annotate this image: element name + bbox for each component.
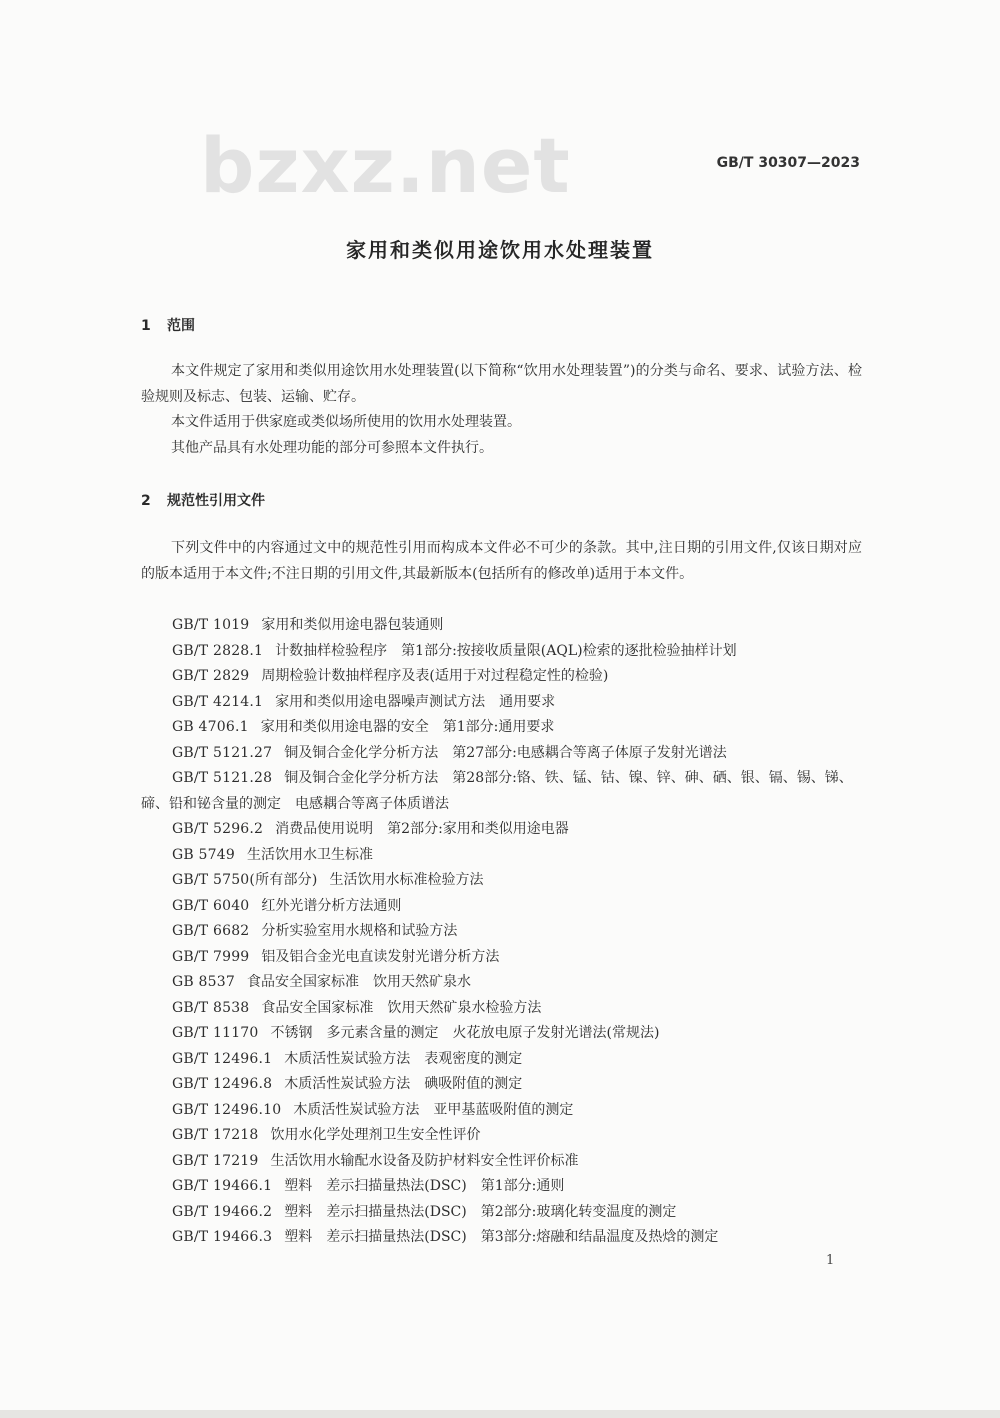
section-heading-scope <box>141 315 195 335</box>
page-number: 1 <box>826 1253 835 1268</box>
reference-code: GB/T 2828.1 <box>172 642 264 659</box>
reference-code: GB/T 5121.27 <box>172 744 273 761</box>
reference-item <box>141 996 862 1022</box>
reference-title: 家用和类似用途电器的安全 第1部分:通用要求 <box>260 719 555 735</box>
reference-item <box>141 1200 862 1226</box>
reference-code: GB/T 12496.8 <box>172 1076 273 1092</box>
section-number: 2 <box>141 493 151 509</box>
reference-title: 木质活性炭试验方法 亚甲基蓝吸附值的测定 <box>293 1101 574 1118</box>
reference-title: 生活饮用水输配水设备及防护材料安全性评价标准 <box>270 1152 579 1169</box>
reference-item <box>141 868 862 894</box>
reference-title: 分析实验室用水规格和试验方法 <box>261 923 458 939</box>
reference-code: GB/T 5750(所有部分) <box>172 872 318 888</box>
reference-item <box>141 1149 862 1175</box>
reference-item <box>141 639 862 665</box>
reference-code: GB/T 12496.10 <box>172 1101 282 1118</box>
reference-code: GB/T 5121.28 <box>172 770 273 786</box>
reference-title: 饮用水化学处理剂卫生安全性评价 <box>270 1127 481 1143</box>
reference-item <box>141 715 862 741</box>
reference-title: 铜及铜合金化学分析方法 第28部分:铬、铁、锰、钴、镍、锌、砷、硒、银、镉、锡、锑、碲、铅和铋含量的测定 电感耦合等离子体质谱法 <box>141 770 853 812</box>
reference-title: 周期检验计数抽样程序及表(适用于对过程稳定性的检验) <box>261 668 609 684</box>
reference-title: 塑料 差示扫描量热法(DSC) 第3部分:熔融和结晶温度及热焓的测定 <box>284 1229 719 1245</box>
reference-item <box>141 970 862 996</box>
section-heading-normative-references <box>141 490 265 510</box>
reference-code: GB 4706.1 <box>172 719 249 735</box>
reference-title: 食品安全国家标准 饮用天然矿泉水 <box>246 974 471 990</box>
reference-title: 消费品使用说明 第2部分:家用和类似用途电器 <box>275 821 569 837</box>
reference-code: GB 5749 <box>172 846 235 863</box>
reference-item <box>141 843 862 869</box>
reference-item <box>141 817 862 843</box>
reference-list <box>141 613 862 1251</box>
reference-item <box>141 894 862 920</box>
watermark: bzxz.net <box>200 121 571 210</box>
reference-code: GB/T 8538 <box>172 999 250 1016</box>
reference-code: GB/T 5296.2 <box>172 821 264 837</box>
reference-item <box>141 766 862 817</box>
reference-code: GB/T 19466.3 <box>172 1229 273 1245</box>
paragraph: 本文件适用于供家庭或类似场所使用的饮用水处理装置。 <box>171 414 521 430</box>
reference-item <box>141 664 862 690</box>
reference-code: GB/T 4214.1 <box>172 693 264 710</box>
reference-code: GB 8537 <box>172 974 235 990</box>
reference-item <box>141 1174 862 1200</box>
section-title: 规范性引用文件 <box>167 493 265 509</box>
paragraph: 本文件规定了家用和类似用途饮用水处理装置(以下简称“饮用水处理装置”)的分类与命名、要求、试验方法、检验规则及标志、包装、运输、贮存。 <box>141 363 862 405</box>
reference-item <box>141 1021 862 1047</box>
section-title: 范围 <box>167 318 195 334</box>
reference-code: GB/T 11170 <box>172 1025 259 1041</box>
reference-title: 计数抽样检验程序 第1部分:按接收质量限(AQL)检索的逐批检验抽样计划 <box>275 642 737 659</box>
section-number: 1 <box>141 318 151 334</box>
reference-title: 生活饮用水卫生标准 <box>246 846 373 863</box>
reference-code: GB/T 2829 <box>172 668 250 684</box>
reference-title: 木质活性炭试验方法 表观密度的测定 <box>284 1050 523 1067</box>
reference-item <box>141 919 862 945</box>
reference-item <box>141 1098 862 1124</box>
reference-item <box>141 1225 862 1251</box>
reference-code: GB/T 12496.1 <box>172 1050 273 1067</box>
paragraph: 其他产品具有水处理功能的部分可参照本文件执行。 <box>171 440 493 456</box>
reference-code: GB/T 7999 <box>172 948 250 965</box>
reference-item <box>141 741 862 767</box>
reference-title: 塑料 差示扫描量热法(DSC) 第2部分:玻璃化转变温度的测定 <box>284 1203 677 1220</box>
reference-code: GB/T 6682 <box>172 923 250 939</box>
reference-item <box>141 1047 862 1073</box>
reference-title: 铝及铝合金光电直读发射光谱分析方法 <box>261 948 500 965</box>
reference-title: 不锈钢 多元素含量的测定 火花放电原子发射光谱法(常规法) <box>270 1025 660 1041</box>
reference-code: GB/T 1019 <box>172 617 250 633</box>
reference-title: 铜及铜合金化学分析方法 第27部分:电感耦合等离子体原子发射光谱法 <box>284 744 727 761</box>
reference-item <box>141 945 862 971</box>
reference-title: 家用和类似用途电器包装通则 <box>261 617 444 633</box>
reference-title: 食品安全国家标准 饮用天然矿泉水检验方法 <box>261 999 542 1016</box>
reference-code: GB/T 17219 <box>172 1152 259 1169</box>
reference-title: 木质活性炭试验方法 碘吸附值的测定 <box>284 1076 523 1092</box>
reference-code: GB/T 6040 <box>172 897 250 914</box>
reference-item <box>141 690 862 716</box>
reference-code: GB/T 19466.1 <box>172 1178 273 1194</box>
reference-title: 家用和类似用途电器噪声测试方法 通用要求 <box>275 693 556 710</box>
reference-item <box>141 1123 862 1149</box>
reference-title: 生活饮用水标准检验方法 <box>329 872 484 888</box>
standard-number: GB/T 30307—2023 <box>716 155 860 171</box>
paragraph: 下列文件中的内容通过文中的规范性引用而构成本文件必不可少的条款。其中,注日期的引用文件,仅该日期对应的版本适用于本文件;不注日期的引用文件,其最新版本(包括所有的修改单)适用于本文件。 <box>141 540 862 582</box>
reference-item <box>141 613 862 639</box>
reference-item <box>141 1072 862 1098</box>
page-bottom-edge <box>0 1410 1000 1418</box>
reference-title: 红外光谱分析方法通则 <box>261 897 402 914</box>
document-title: 家用和类似用途饮用水处理装置 <box>346 238 654 262</box>
reference-code: GB/T 19466.2 <box>172 1203 273 1220</box>
reference-title: 塑料 差示扫描量热法(DSC) 第1部分:通则 <box>284 1178 565 1194</box>
reference-code: GB/T 17218 <box>172 1127 259 1143</box>
